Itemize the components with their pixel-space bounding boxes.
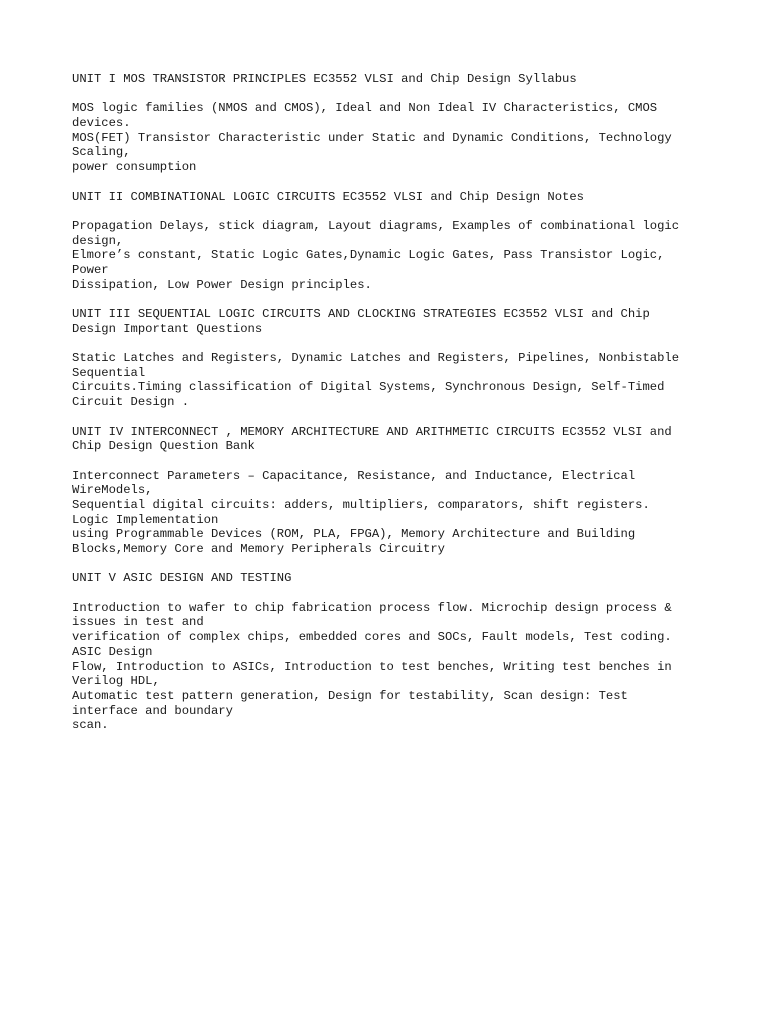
- unit-3-body-line: Circuit Design .: [72, 395, 190, 410]
- unit-4-body-line: Sequential digital circuits: adders, multipliers, comparators, shift registers.: [72, 497, 650, 512]
- unit-1-body-line: devices.: [72, 116, 131, 131]
- unit-5-body-line: ASIC Design: [72, 644, 153, 659]
- unit-4-body-line: WireModels,: [72, 483, 153, 498]
- unit-1-body-line: MOS(FET) Transistor Characteristic under Static and Dynamic Conditions, Technology: [72, 130, 672, 145]
- unit-5-body-line: verification of complex chips, embedded cores and SOCs, Fault models, Test coding.: [72, 630, 672, 645]
- unit-3-body-line: Static Latches and Registers, Dynamic Latches and Registers, Pipelines, Nonbistable: [72, 351, 680, 366]
- unit-5-body-line: scan.: [72, 718, 109, 733]
- unit-5-section: [72, 571, 712, 733]
- unit-4-heading: UNIT IV INTERCONNECT , MEMORY ARCHITECTURE AND ARITHMETIC CIRCUITS EC3552 VLSI and: [72, 424, 672, 439]
- unit-2-body-line: Dissipation, Low Power Design principles.: [72, 277, 372, 292]
- unit-2-body-line: Elmore’s constant, Static Logic Gates,Dynamic Logic Gates, Pass Transistor Logic,: [72, 248, 665, 263]
- unit-2-heading: UNIT II COMBINATIONAL LOGIC CIRCUITS EC3552 VLSI and Chip Design Notes: [72, 189, 584, 204]
- unit-2-body-line: design,: [72, 233, 124, 248]
- unit-3-body-line: Circuits.Timing classification of Digital Systems, Synchronous Design, Self-Timed: [72, 380, 665, 395]
- unit-2-body-line: Power: [72, 262, 109, 277]
- document-page: [72, 72, 712, 733]
- unit-1-section: [72, 72, 712, 175]
- unit-4-body-line: Interconnect Parameters – Capacitance, Resistance, and Inductance, Electrical: [72, 468, 636, 483]
- unit-4-body-line: using Programmable Devices (ROM, PLA, FPGA), Memory Architecture and Building: [72, 527, 636, 542]
- unit-2-body-line: Propagation Delays, stick diagram, Layout diagrams, Examples of combinational logic: [72, 218, 680, 233]
- unit-1-body-line: MOS logic families (NMOS and CMOS), Ideal and Non Ideal IV Characteristics, CMOS: [72, 101, 658, 116]
- unit-4-section: [72, 425, 712, 557]
- unit-4-body-line: Blocks,Memory Core and Memory Peripherals Circuitry: [72, 542, 445, 556]
- unit-5-body-line: Automatic test pattern generation, Design for testability, Scan design: Test: [72, 688, 628, 703]
- unit-5-body-line: Introduction to wafer to chip fabrication process flow. Microchip design process &: [72, 600, 672, 615]
- unit-3-heading: Design Important Questions: [72, 321, 263, 336]
- unit-5-body-line: Flow, Introduction to ASICs, Introduction to test benches, Writing test benches in: [72, 659, 672, 674]
- unit-5-body-line: Verilog HDL,: [72, 674, 160, 689]
- unit-5-heading: UNIT V ASIC DESIGN AND TESTING: [72, 571, 292, 586]
- unit-3-section: [72, 307, 712, 410]
- unit-5-body-line: issues in test and: [72, 615, 204, 630]
- unit-1-body-line: power consumption: [72, 160, 197, 175]
- unit-1-body-line: Scaling,: [72, 145, 131, 160]
- unit-3-body-line: Sequential: [72, 365, 146, 380]
- unit-3-heading: UNIT III SEQUENTIAL LOGIC CIRCUITS AND CLOCKING STRATEGIES EC3552 VLSI and Chip: [72, 307, 650, 321]
- unit-4-body-line: Logic Implementation: [72, 512, 219, 527]
- unit-5-body-line: interface and boundary: [72, 703, 233, 718]
- unit-4-heading: Chip Design Question Bank: [72, 439, 255, 454]
- unit-2-section: [72, 190, 712, 293]
- unit-1-heading: UNIT I MOS TRANSISTOR PRINCIPLES EC3552 VLSI and Chip Design Syllabus: [72, 72, 577, 86]
